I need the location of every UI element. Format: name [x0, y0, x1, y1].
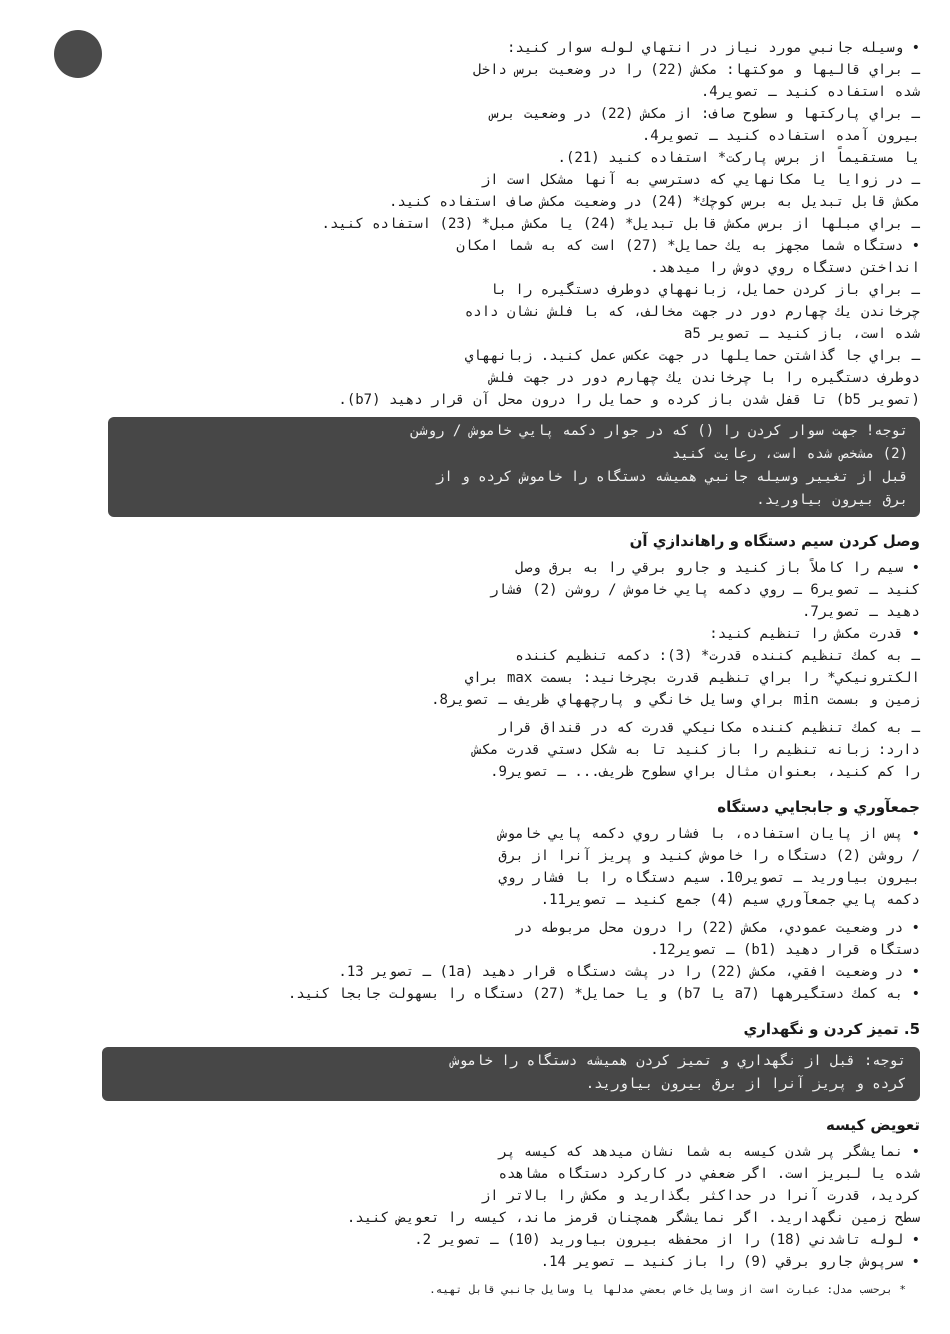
section-cleaning	[112, 1017, 920, 1041]
warning-notice-cleaning	[102, 1047, 920, 1101]
text-line: • دستگاه شما مجهز به يك حمايل* (27) است كه به شما امكان	[456, 238, 920, 254]
manual-content	[112, 37, 920, 1273]
text-line: (تصوير b5) تا قفل شدن باز كرده و حمايل را درون محل آن قرار دهيد (b7).	[338, 392, 920, 408]
section-intro	[112, 37, 920, 411]
notice-line: كرده و پريز آنرا از برق بيرون بياوريد.	[585, 1076, 906, 1092]
text-line: بيرون آمده استفاده كنيد ـ تصوير4.	[641, 128, 920, 144]
text-line: الكترونيكي* را براي تنظيم قدرت بچرخانيد: بسمت max براي	[464, 670, 920, 686]
text-line: زمين و بسمت min براي وسايل خانگي و پارچههاي ظريف ـ تصوير8.	[431, 692, 920, 708]
text-line: • پس از پايان استفاده، با فشار روي دكمه پايي خاموش	[498, 826, 920, 842]
text-line: انداختن دستگاه روي دوش را ميدهد.	[650, 260, 920, 276]
text-line: / روشن (2) دستگاه را خاموش كنيد و پريز آنرا از برق	[498, 848, 920, 864]
section-heading: وصل كردن سيم دستگاه و راهاندازي آن	[629, 532, 920, 550]
text-line: ـ براي پاركتها و سطوح صاف: از مكش (22) در وضعيت برس	[490, 106, 920, 122]
text-line: ـ براي مبلها از برس مكش قابل تبديل* (24) يا مكش مبل* (23) استفاده كنيد.	[321, 216, 920, 232]
notice-line: قبل از تغيير وسيله جانبي هميشه دستگاه را خاموش كرده و از	[435, 469, 908, 485]
text-line: شده يا لبريز است. اگر ضعفي در كاركرد دستگاه مشاهده	[498, 1166, 920, 1182]
text-line: • نمايشگر پر شدن كيسه به شما نشان ميدهد كه كيسه پر	[498, 1144, 920, 1160]
text-line: ـ در زوايا يا مكانهايي كه دسترسي به آنها مشكل است از	[481, 172, 920, 188]
page-marker-circle	[54, 30, 102, 78]
text-line: دارد: زبانه تنظيم را باز كنيد تا به شكل دستي قدرت مكش	[473, 742, 920, 758]
notice-line: توجه: قبل از نگهداري و تميز كردن هميشه دستگاه را خاموش	[450, 1053, 906, 1069]
text-line: • سيم را كاملاً باز كنيد و جارو برقي را به برق وصل	[515, 560, 920, 576]
text-line: • وسيله جانبي مورد نياز در انتهاي لوله سوار كنيد:	[506, 40, 920, 56]
section-heading: جمعآوري و جابجايي دستگاه	[717, 798, 920, 816]
text-line: • قدرت مكش را تنظيم كنيد:	[709, 626, 920, 642]
notice-line: (2) مشخص شده است، رعايت كنيد	[671, 446, 908, 462]
text-line: دستگاه قرار دهيد (b1) ـ تصوير12.	[650, 942, 920, 958]
text-line: سطح زمين نگهداريد. اگر نمايشگر همچنان قرمز ماند، كيسه را تعويض كنيد.	[346, 1210, 920, 1226]
text-line: شده استفاده كنيد ـ تصوير4.	[700, 84, 920, 100]
text-line: دوطرف دستگيره را با چرخاندن يك چهارم دور در جهت فلش	[490, 370, 920, 386]
text-line: • به كمك دستگيرهها (a7 يا b7) و يا حمايل* (27) دستگاه را بسهولت جابجا كنيد.	[287, 986, 920, 1002]
section-heading: تعويض كيسه	[825, 1116, 920, 1134]
section-connect	[112, 529, 920, 783]
text-line: • در وضعيت عمودي، مكش (22) را درون محل مربوطه در	[515, 920, 920, 936]
text-line: ـ براي جا گذاشتن حمايلها در جهت عكس عمل كنيد. زبانههاي	[464, 348, 920, 364]
text-line: مكش قابل تبديل به برس كوچك* (24) در وضعيت مكش صاف استفاده كنيد.	[388, 194, 920, 210]
text-line: بيرون بياوريد ـ تصوير10. سيم دستگاه را با فشار روي	[498, 870, 920, 886]
text-line: كرديد، قدرت آنرا در حداكثر بگذاريد و مكش را بالاتر از	[481, 1188, 920, 1204]
text-line: • لوله تاشدني (18) را از محفظه بيرون بياوريد (10) ـ تصوير 2.	[414, 1232, 920, 1248]
warning-notice-attachment	[108, 417, 920, 517]
text-line: چرخاندن يك چهارم دور در جهت مخالف، كه با فلش نشان داده	[464, 304, 920, 320]
notice-line: توجه! جهت سوار كردن را () كه در جوار دكمه پايي خاموش / روشن	[410, 423, 908, 439]
text-line: ـ براي قاليها و موكتها: مكش (22) را در وضعيت برس داخل	[473, 62, 920, 78]
text-line: كنيد ـ تصوير6 ـ روي دكمه پايي خاموش / روشن (2) فشار	[490, 582, 920, 598]
section-heading: 5. تميز كردن و نگهداري	[743, 1020, 920, 1038]
text-line: ـ به كمك تنظيم كننده مكانيكي قدرت كه در قنداق قرار	[498, 720, 920, 736]
text-line: • سرپوش جارو برقي (9) را باز كنيد ـ تصوير 14.	[540, 1254, 920, 1270]
section-bag	[112, 1113, 920, 1273]
text-line: دكمه پايي جمعآوري سيم (4) جمع كنيد ـ تصوير11.	[540, 892, 920, 908]
text-line: ـ براي باز كردن حمايل، زبانههاي دوطرف دستگيره را با	[490, 282, 920, 298]
text-line: • در وضعيت افقي، مكش (22) را در پشت دستگاه قرار دهيد (1a) ـ تصوير 13.	[338, 964, 920, 980]
text-line: يا مستقيماً از برس پاركت* استفاده كنيد (21).	[557, 150, 920, 166]
text-line: شده است، باز كنيد ـ تصوير a5	[683, 326, 920, 342]
section-storage	[112, 795, 920, 1005]
text-line: را كم كنيد، بعنوان مثال براي سطوح ظريف... ـ تصوير9.	[490, 764, 920, 780]
text-line: دهيد ـ تصوير7.	[801, 604, 920, 620]
notice-line: برق بيرون بياوريد.	[756, 492, 908, 508]
text-line: ـ به كمك تنظيم كننده قدرت* (3): دكمه تنظيم كننده	[515, 648, 920, 664]
footnote: * برحسب مدل: عبارت است از وسايل خاص بعضي مدلها يا وسايل جانبي قابل تهيه.	[429, 1283, 906, 1296]
